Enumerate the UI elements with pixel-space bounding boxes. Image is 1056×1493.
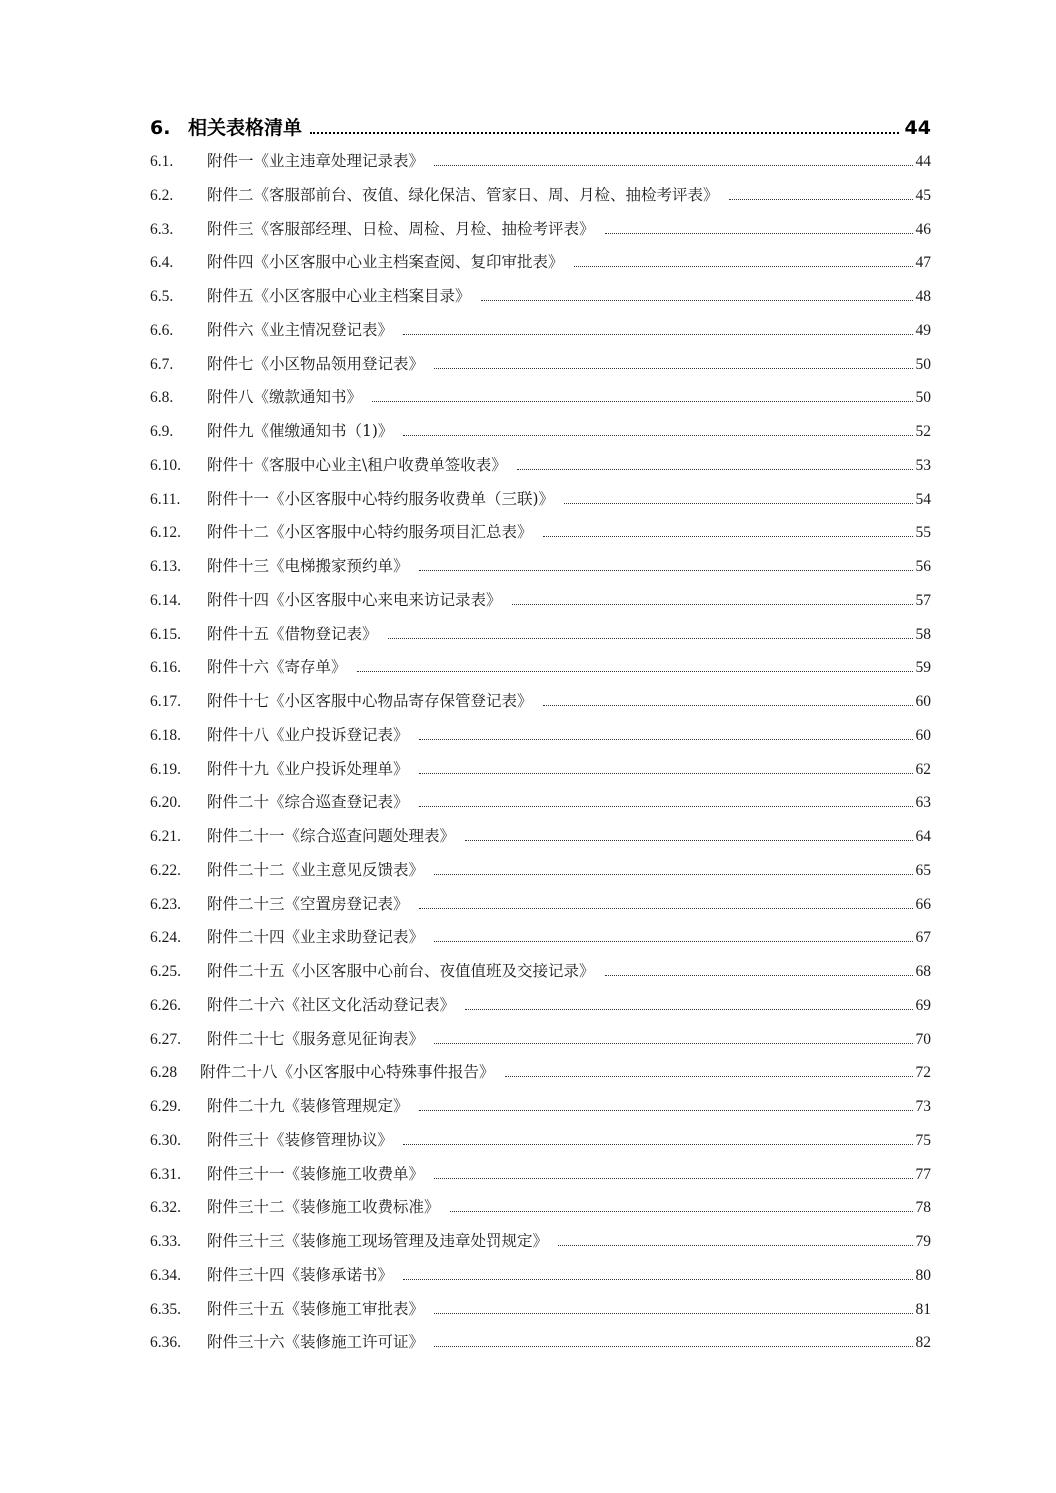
toc-entry-title: 附件十六《寄存单》 xyxy=(207,658,347,677)
toc-entry-title: 附件三十六《装修施工许可证》 xyxy=(207,1333,425,1352)
dot-leader xyxy=(419,773,913,774)
dot-leader xyxy=(729,199,913,200)
toc-entry-title: 附件八《缴款通知书》 xyxy=(207,388,363,407)
toc-entry-title: 附件十《客服中心业主\租户收费单签收表》 xyxy=(207,455,507,474)
dot-leader xyxy=(465,840,912,841)
toc-entry[interactable] xyxy=(150,250,931,284)
toc-entry-number: 6.29. xyxy=(150,1098,181,1115)
toc-entry[interactable] xyxy=(150,959,931,993)
dot-leader xyxy=(605,975,913,976)
toc-entry-page: 48 xyxy=(915,288,931,305)
dot-leader xyxy=(558,1245,912,1246)
toc-entry-number: 6.14. xyxy=(150,591,181,609)
toc-entry[interactable] xyxy=(150,284,931,318)
toc-entry[interactable] xyxy=(150,824,931,858)
toc-entry-title: 附件十七《小区客服中心物品寄存保管登记表》 xyxy=(207,692,533,710)
toc-entry-page: 59 xyxy=(915,659,931,677)
toc-entry-number: 6.25. xyxy=(150,963,181,980)
toc-entry-title: 附件十三《电梯搬家预约单》 xyxy=(207,557,409,575)
dot-leader xyxy=(434,1043,912,1044)
dot-leader xyxy=(434,1178,912,1179)
toc-entry-number: 6.23. xyxy=(150,895,181,913)
toc-entry[interactable] xyxy=(150,588,931,622)
toc-entry-title: 附件二《客服部前台、夜值、绿化保洁、管家日、周、月检、抽检考评表》 xyxy=(207,185,719,204)
toc-entry[interactable] xyxy=(150,757,931,791)
toc-entry-title: 附件二十四《业主求助登记表》 xyxy=(207,928,425,947)
toc-entry-title: 附件十九《业户投诉处理单》 xyxy=(207,759,409,778)
toc-heading-title: 相关表格清单 xyxy=(188,117,303,139)
toc-entry-title: 附件二十《综合巡查登记表》 xyxy=(207,793,409,812)
toc-entry-title: 附件三十《装修管理协议》 xyxy=(207,1130,394,1149)
toc-entry-number: 6.7. xyxy=(150,355,174,373)
toc-entry-title: 附件四《小区客服中心业主档案查阅、复印审批表》 xyxy=(207,253,564,272)
toc-entry-title: 附件七《小区物品领用登记表》 xyxy=(207,354,425,373)
toc-entry-number: 6.18. xyxy=(150,726,181,744)
toc-entry[interactable] xyxy=(150,1027,931,1061)
toc-entry-title: 附件二十二《业主意见反馈表》 xyxy=(207,860,425,879)
dot-leader xyxy=(450,1211,913,1212)
toc-entry-page: 53 xyxy=(915,456,931,474)
toc-entry-number: 6.22. xyxy=(150,861,181,879)
toc-entry[interactable] xyxy=(150,352,931,386)
toc-entry[interactable] xyxy=(150,487,931,521)
toc-entry-number: 6.9. xyxy=(150,423,174,440)
toc-entry-number: 6.12. xyxy=(150,524,181,542)
toc-entry[interactable] xyxy=(150,385,931,419)
toc-entry-page: 72 xyxy=(915,1064,931,1082)
toc-entry[interactable] xyxy=(150,1297,931,1331)
toc-entry-number: 6.13. xyxy=(150,558,181,575)
toc-entry-page: 54 xyxy=(915,490,931,508)
toc-entry-number: 6.15. xyxy=(150,625,181,643)
dot-leader xyxy=(605,233,913,234)
dot-leader xyxy=(512,604,913,605)
toc-entry-title: 附件二十五《小区客服中心前台、夜值值班及交接记录》 xyxy=(207,962,595,980)
toc-entry-number: 6.16. xyxy=(150,659,181,677)
toc-entry-title: 附件十四《小区客服中心来电来访记录表》 xyxy=(207,590,502,609)
toc-entry-page: 64 xyxy=(915,828,931,845)
dot-leader xyxy=(434,1346,912,1347)
toc-entry-number: 6.31. xyxy=(150,1165,181,1183)
toc-entry[interactable] xyxy=(150,1060,931,1094)
toc-entry[interactable] xyxy=(150,993,931,1027)
toc-entry-title: 附件五《小区客服中心业主档案目录》 xyxy=(207,287,471,305)
dot-leader xyxy=(419,806,913,807)
toc-entry-page: 57 xyxy=(915,591,931,609)
dot-leader xyxy=(403,1279,912,1280)
toc-entry-title: 附件二十七《服务意见征询表》 xyxy=(207,1029,425,1048)
toc-entry-title: 附件十八《业户投诉登记表》 xyxy=(207,725,409,744)
toc-heading-number: 6. xyxy=(150,117,171,139)
dot-leader xyxy=(505,1076,913,1077)
toc-entry-title: 附件二十九《装修管理规定》 xyxy=(207,1097,409,1115)
toc-entry-number: 6.8. xyxy=(150,389,174,407)
toc-entry-title: 附件二十八《小区客服中心特殊事件报告》 xyxy=(200,1063,495,1082)
toc-entry-number: 6.33. xyxy=(150,1233,181,1250)
toc-entry-title: 附件三十一《装修施工收费单》 xyxy=(207,1164,425,1183)
toc-entry-page: 49 xyxy=(915,321,931,339)
dot-leader xyxy=(434,368,912,369)
table-of-contents xyxy=(150,113,931,1364)
toc-entry-page: 79 xyxy=(915,1233,931,1250)
dot-leader xyxy=(434,941,912,942)
dot-leader xyxy=(419,739,913,740)
toc-entry[interactable] xyxy=(150,1128,931,1162)
toc-entry-number: 6.11. xyxy=(150,490,181,508)
toc-entry-number: 6.10. xyxy=(150,456,181,474)
toc-entry-title: 附件九《催缴通知书（1)》 xyxy=(207,422,394,440)
toc-entry[interactable] xyxy=(150,554,931,588)
toc-entry[interactable] xyxy=(150,723,931,757)
toc-entry-title: 附件二十六《社区文化活动登记表》 xyxy=(207,995,456,1014)
toc-entry-title: 附件三十四《装修承诺书》 xyxy=(207,1265,394,1284)
toc-entry-page: 68 xyxy=(915,963,931,980)
toc-entry-title: 附件十二《小区客服中心特约服务项目汇总表》 xyxy=(207,523,533,542)
dot-leader xyxy=(403,435,912,436)
toc-entry[interactable] xyxy=(150,622,931,656)
dot-leader xyxy=(419,1110,913,1111)
dot-leader xyxy=(543,705,913,706)
toc-entry[interactable] xyxy=(150,453,931,487)
dot-leader xyxy=(419,570,913,571)
dot-leader xyxy=(357,671,913,672)
toc-entry-title: 附件三十二《装修施工收费标准》 xyxy=(207,1198,440,1217)
toc-entry-page: 50 xyxy=(915,389,931,407)
toc-entry-title: 附件三十五《装修施工审批表》 xyxy=(207,1299,425,1318)
dot-leader xyxy=(564,503,912,504)
toc-entry-title: 附件二十一《综合巡查问题处理表》 xyxy=(207,827,456,845)
toc-entry-page: 50 xyxy=(915,355,931,373)
dot-leader xyxy=(419,908,913,909)
toc-entry-page: 62 xyxy=(915,760,931,778)
toc-entry-page: 78 xyxy=(915,1199,931,1217)
toc-entry-page: 60 xyxy=(915,726,931,744)
toc-entry[interactable] xyxy=(150,1162,931,1196)
toc-entry[interactable] xyxy=(150,655,931,689)
toc-entry-title: 附件六《业主情况登记表》 xyxy=(207,320,394,339)
toc-entry-number: 6.36. xyxy=(150,1334,181,1352)
toc-entry-page: 55 xyxy=(915,524,931,542)
toc-entry-page: 75 xyxy=(915,1131,931,1149)
toc-entry-number: 6.1. xyxy=(150,153,174,170)
toc-entry[interactable] xyxy=(150,858,931,892)
toc-entry-page: 46 xyxy=(915,220,931,238)
toc-entry[interactable] xyxy=(150,790,931,824)
dot-leader xyxy=(517,469,913,470)
toc-entry[interactable] xyxy=(150,1263,931,1297)
toc-entry-title: 附件十五《借物登记表》 xyxy=(207,624,378,643)
toc-entry-page: 69 xyxy=(915,996,931,1014)
toc-entry-number: 6.35. xyxy=(150,1300,181,1318)
toc-entry-number: 6.6. xyxy=(150,321,174,339)
toc-entry-page: 81 xyxy=(915,1300,931,1318)
toc-entry-number: 6.27. xyxy=(150,1030,181,1048)
dot-leader xyxy=(388,638,913,639)
toc-entry-page: 58 xyxy=(915,625,931,643)
toc-entry-page: 60 xyxy=(915,693,931,710)
toc-entry-number: 6.28 xyxy=(150,1064,178,1082)
toc-entry-title: 附件三《客服部经理、日检、周检、月检、抽检考评表》 xyxy=(207,219,595,238)
toc-entry-number: 6.30. xyxy=(150,1131,181,1149)
toc-entry[interactable] xyxy=(150,419,931,453)
toc-entry-page: 82 xyxy=(915,1334,931,1352)
dot-leader xyxy=(434,165,912,166)
toc-entry-page: 77 xyxy=(915,1165,931,1183)
toc-entry-page: 47 xyxy=(915,254,931,272)
toc-entry-page: 66 xyxy=(915,895,931,913)
toc-entry-page: 44 xyxy=(915,153,931,170)
dot-leader xyxy=(465,1009,912,1010)
dot-leader xyxy=(434,874,912,875)
dot-leader xyxy=(481,300,913,301)
toc-entry-title: 附件一《业主违章处理记录表》 xyxy=(207,152,425,170)
toc-entry-page: 45 xyxy=(915,186,931,204)
dot-leader xyxy=(543,536,913,537)
dot-leader xyxy=(310,132,899,134)
toc-entry-title: 附件三十三《装修施工现场管理及违章处罚规定》 xyxy=(207,1232,549,1250)
toc-entry[interactable] xyxy=(150,217,931,251)
toc-entry-number: 6.24. xyxy=(150,929,181,947)
dot-leader xyxy=(403,334,912,335)
toc-entry-title: 附件二十三《空置房登记表》 xyxy=(207,894,409,913)
dot-leader xyxy=(403,1144,912,1145)
toc-entry-number: 6.26. xyxy=(150,996,181,1014)
toc-entry[interactable] xyxy=(150,149,931,183)
toc-entry[interactable] xyxy=(150,689,931,723)
toc-entry-number: 6.32. xyxy=(150,1199,181,1217)
toc-entry-number: 6.17. xyxy=(150,693,181,710)
toc-entry-page: 56 xyxy=(915,558,931,575)
dot-leader xyxy=(434,1313,912,1314)
toc-entry[interactable] xyxy=(150,183,931,217)
toc-entry-number: 6.5. xyxy=(150,288,174,305)
toc-entry[interactable] xyxy=(150,925,931,959)
dot-leader xyxy=(574,266,913,267)
toc-entry-page: 65 xyxy=(915,861,931,879)
toc-heading-page: 44 xyxy=(904,117,931,139)
toc-entry-number: 6.20. xyxy=(150,794,181,812)
toc-entry-number: 6.21. xyxy=(150,828,181,845)
toc-entry-number: 6.19. xyxy=(150,760,181,778)
dot-leader xyxy=(372,401,912,402)
toc-entry-page: 63 xyxy=(915,794,931,812)
toc-entry[interactable] xyxy=(150,1229,931,1263)
toc-entry[interactable] xyxy=(150,1195,931,1229)
toc-entry-number: 6.34. xyxy=(150,1266,181,1284)
toc-entry-number: 6.3. xyxy=(150,220,174,238)
toc-entry-page: 67 xyxy=(915,929,931,947)
toc-entry[interactable] xyxy=(150,1094,931,1128)
toc-entry[interactable] xyxy=(150,892,931,926)
toc-entry[interactable] xyxy=(150,318,931,352)
toc-entry-page: 52 xyxy=(915,423,931,440)
toc-heading[interactable] xyxy=(150,113,931,143)
toc-entry-page: 80 xyxy=(915,1266,931,1284)
toc-entry-page: 73 xyxy=(915,1098,931,1115)
toc-entry-number: 6.4. xyxy=(150,254,174,272)
toc-entry-title: 附件十一《小区客服中心特约服务收费单（三联)》 xyxy=(207,489,555,508)
toc-entry[interactable] xyxy=(150,520,931,554)
toc-entry-page: 70 xyxy=(915,1030,931,1048)
toc-entry-number: 6.2. xyxy=(150,186,174,204)
toc-entry-list xyxy=(150,149,931,1364)
toc-entry[interactable] xyxy=(150,1330,931,1364)
